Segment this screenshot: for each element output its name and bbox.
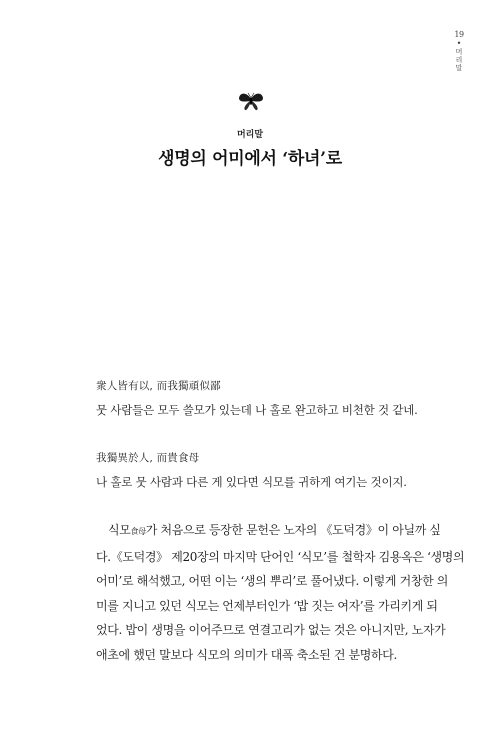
folio-separator: • bbox=[456, 39, 462, 48]
body-line: 미를 지니고 있던 식모는 언제부터인가 ‘밥 짓는 여자’를 가리키게 되 bbox=[96, 598, 438, 613]
epigraph-quote bbox=[96, 450, 436, 490]
quote-hanja: 衆人皆有以, 而我獨頑似鄙 bbox=[96, 380, 221, 392]
running-head: 머리말 bbox=[455, 48, 463, 72]
quote-hanja: 我獨異於人, 而貴食母 bbox=[96, 452, 200, 464]
section-label: 머리말 bbox=[236, 130, 264, 140]
quote-translation: 나 홀로 뭇 사람과 다른 게 있다면 식모를 귀하게 여기는 것이지. bbox=[96, 475, 407, 489]
chapter-title: 생명의 어미에서 ‘하녀’로 bbox=[158, 149, 342, 169]
body-line: 어미’로 해석했고, 어떤 이는 ‘생의 뿌리’로 풀어냈다. 이렇게 거창한 의 bbox=[96, 574, 449, 588]
quote-translation: 뭇 사람들은 모두 쓸모가 있는데 나 홀로 완고하고 비천한 것 같네. bbox=[96, 403, 418, 417]
body-text-run: 가 처음으로 등장한 문헌은 노자의 《도덕경》이 아닐까 싶 bbox=[145, 523, 441, 537]
page-number: 19 bbox=[454, 30, 464, 39]
inline-hanja: 食母 bbox=[130, 527, 146, 536]
page-folio bbox=[452, 30, 466, 72]
body-text-run: 식모 bbox=[108, 523, 131, 537]
body-line: 었다. 밥이 생명을 이어주므로 연결고리가 없는 것은 아니지만, 노자가 bbox=[96, 623, 446, 637]
body-line: 애초에 했던 말보다 식모의 의미가 대폭 축소된 건 분명하다. bbox=[96, 647, 397, 662]
epigraph-quote bbox=[96, 378, 436, 418]
moth-icon bbox=[238, 90, 264, 112]
body-line: 다.《도덕경》 제20장의 마지막 단어인 ‘식모’를 철학자 김용옥은 ‘생명의 bbox=[96, 549, 465, 564]
body-line bbox=[96, 518, 441, 545]
body-paragraph bbox=[96, 518, 465, 667]
